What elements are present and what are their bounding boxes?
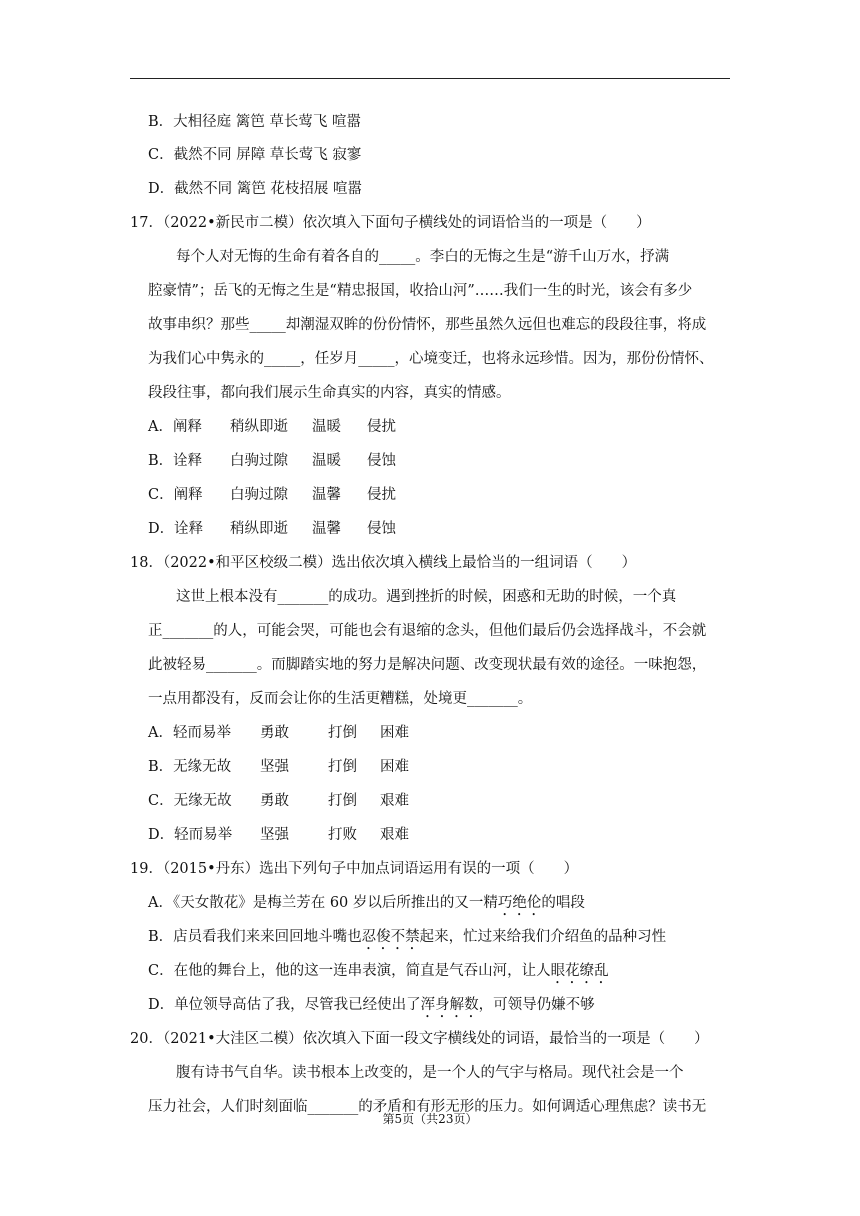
option-text: A．《天女散花》是梅兰芳在 60 岁以后所推出的又一精 <box>148 895 498 911</box>
option-line <box>148 792 435 810</box>
option-line <box>148 452 422 470</box>
option-line <box>148 724 435 742</box>
question-stem: 17．（2022•新民市二模）依次填入下面句子横线处的词语恰当的一项是（ ） <box>130 215 651 231</box>
passage-line: 腔豪情”；岳飞的无悔之生是“精忠报国，收拾山河”……我们一生的时光，该会有多少 <box>148 283 693 299</box>
question-stem: 18．（2022•和平区校级二模）选出依次填入横线上最恰当的一组词语（ ） <box>130 555 637 571</box>
dotted-term: 巧绝伦 <box>497 895 542 911</box>
question-stem: 20．（2021•大洼区二模）依次填入下面一段文字横线处的词语，最恰当的一项是（ ） <box>130 1031 709 1047</box>
option-text: ，可领导仍嫌不够 <box>478 997 595 1013</box>
option-term: 白驹过隙 <box>230 487 288 503</box>
option-term: 侵蚀 <box>367 453 396 469</box>
option-term: 白驹过隙 <box>230 453 288 469</box>
option-text: 起来，忙过来给我们介绍鱼的品种习性 <box>419 929 667 945</box>
option-term: 稍纵即逝 <box>230 419 288 435</box>
question-stem: 19．（2015•丹东）选出下列句子中加点词语运用有误的一项（ ） <box>130 861 579 877</box>
option-term: 艰难 <box>380 827 409 843</box>
dotted-term: 眼花缭乱 <box>550 963 609 979</box>
option-term: C．阐释 <box>148 487 203 503</box>
option-term: 温暖 <box>312 419 341 435</box>
passage-line: 为我们心中隽永的_____，任岁月_____，心境变迁，也将永远珍惜。因为，那份份情怀、 <box>148 351 714 367</box>
option-term: 艰难 <box>380 793 409 809</box>
passage-line: 每个人对无悔的生命有着各自的_____。李白的无悔之生是“游千山万水，抒满 <box>176 249 670 265</box>
option-term: D．轻而易举 <box>148 827 233 843</box>
option-text: D．单位领导高估了我，尽管我已经使出了 <box>148 997 421 1013</box>
option-term: 勇敢 <box>260 793 289 809</box>
option-text: B．店员看我们来来回回地斗嘴也 <box>148 929 362 945</box>
option-line: D．截然不同 篱笆 花枝招展 喧嚣 <box>148 181 362 197</box>
passage-line: 一点用都没有，反而会让你的生活更糟糕，处境更_______。 <box>148 691 533 707</box>
option-term: 侵扰 <box>367 487 396 503</box>
option-text: C．在他的舞台上，他的这一连串表演，简直是气吞山河，让人 <box>148 963 551 979</box>
option-line <box>148 996 595 1021</box>
option-line <box>148 758 435 776</box>
passage-line: 压力社会，人们时刻面临_______的矛盾和有形无形的压力。如何调适心理焦虑？读书无 <box>148 1099 707 1115</box>
option-term: 坚强 <box>260 759 289 775</box>
passage-line: 正_______的人，可能会哭，可能也会有退缩的念头，但他们最后仍会选择战斗，不会就 <box>148 623 707 639</box>
option-term: 困难 <box>380 725 409 741</box>
option-term: B．无缘无故 <box>148 759 232 775</box>
option-term: 打倒 <box>328 759 357 775</box>
option-term: 温馨 <box>312 487 341 503</box>
option-term: 温暖 <box>312 453 341 469</box>
option-term: A．轻而易举 <box>148 725 231 741</box>
option-line <box>148 962 609 987</box>
option-line <box>148 520 422 538</box>
option-term: 打倒 <box>328 793 357 809</box>
passage-line: 段段往事，都向我们展示生命真实的内容，真实的情感。 <box>148 385 511 401</box>
header-rule <box>130 78 730 79</box>
option-text: 的唱段 <box>541 895 585 911</box>
option-term: 温馨 <box>312 521 341 537</box>
passage-line: 这世上根本没有_______的成功。遇到挫折的时候，困惑和无助的时候，一个真 <box>176 589 677 605</box>
option-term: 打倒 <box>328 725 357 741</box>
passage-line: 故事串织？那些_____却潮湿双眸的份份情怀，那些虽然久远但也难忘的段段往事，将成 <box>148 317 707 333</box>
option-line <box>148 418 422 436</box>
option-line <box>148 486 422 504</box>
passage-line: 腹有诗书气自华。读书根本上改变的，是一个人的气宇与格局。现代社会是一个 <box>176 1065 684 1081</box>
option-line <box>148 894 585 919</box>
option-term: 打败 <box>328 827 357 843</box>
option-line: B．大相径庭 篱笆 草长莺飞 喧嚣 <box>148 114 361 130</box>
option-term: 勇敢 <box>260 725 289 741</box>
option-term: 坚强 <box>260 827 289 843</box>
passage-line: 此被轻易_______。而脚踏实地的努力是解决问题、改变现状最有效的途径。一味抱怨， <box>148 657 707 673</box>
option-line <box>148 826 435 844</box>
option-term: C．无缘无故 <box>148 793 232 809</box>
option-term: D．诠释 <box>148 521 204 537</box>
option-term: 困难 <box>380 759 409 775</box>
option-term: 侵蚀 <box>367 521 396 537</box>
option-term: B．诠释 <box>148 453 203 469</box>
page-footer: 第5页（共23页） <box>382 1112 478 1126</box>
option-line: C．截然不同 屏障 草长莺飞 寂寥 <box>148 147 362 163</box>
dotted-term: 忍俊不禁 <box>361 929 420 945</box>
option-line <box>148 928 666 953</box>
dotted-term: 浑身解数 <box>420 997 479 1013</box>
option-term: 稍纵即逝 <box>230 521 288 537</box>
option-term: 侵扰 <box>367 419 396 435</box>
option-term: A．阐释 <box>148 419 202 435</box>
